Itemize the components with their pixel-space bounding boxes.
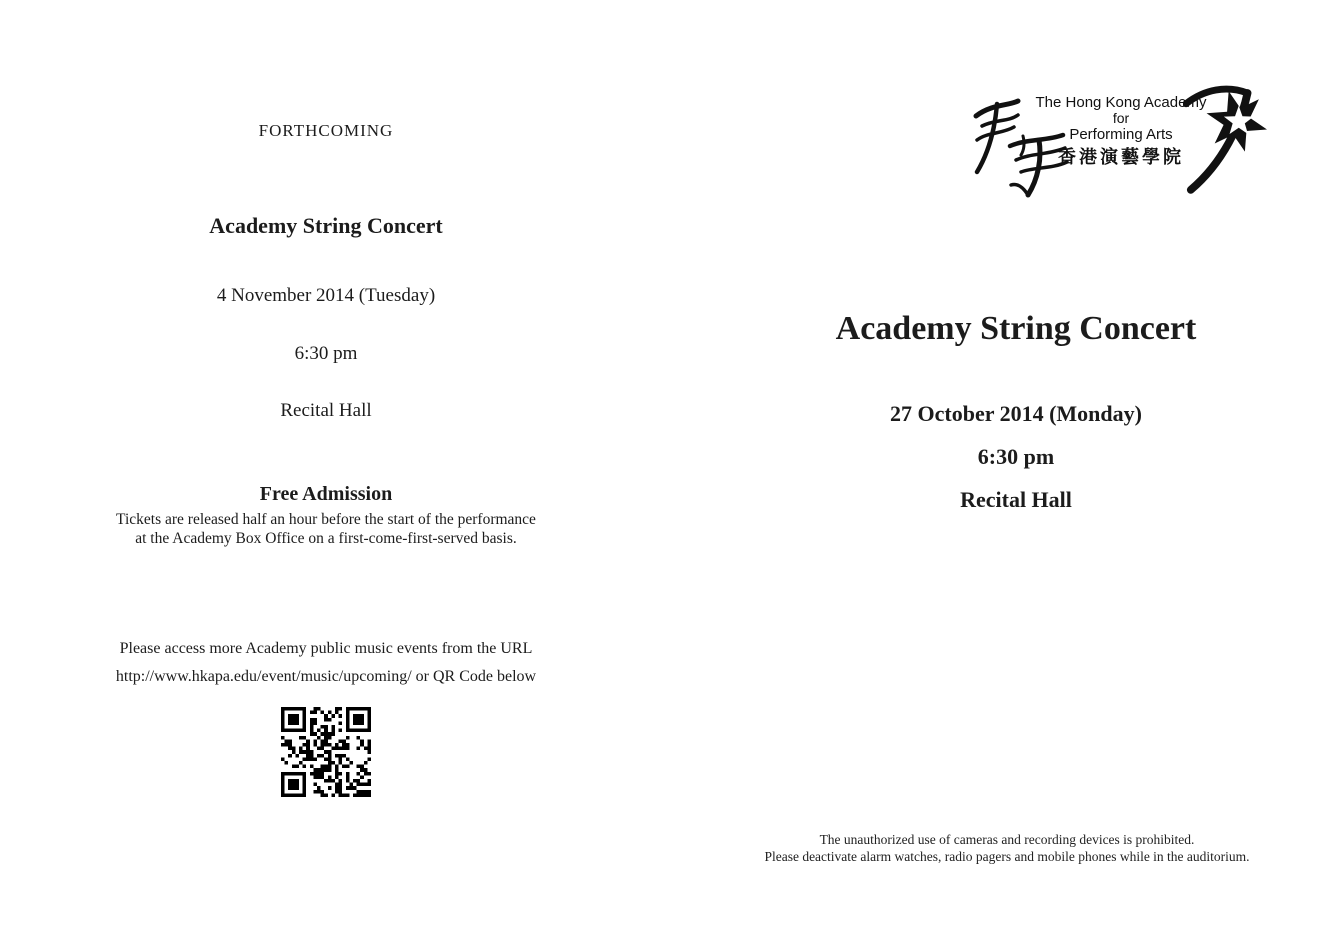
event-date-left: 4 November 2014 (Tuesday) [216,285,436,306]
academy-logo [965,78,1277,200]
events-url-info: Please access more Academy public music events from the URL [119,640,533,657]
free-admission-heading: Free Admission [259,483,393,505]
qr-code [281,706,371,798]
admission-note-line1: Tickets are released half an hour before the start of the performance [116,511,536,528]
events-url-link[interactable]: http://www.hkapa.edu/event/music/upcoming/ or QR Code below [115,668,537,685]
notice-line2: Please deactivate alarm watches, radio pagers and mobile phones while in the auditorium. [764,848,1250,864]
page-left [26,0,626,950]
auditorium-notice [667,832,1343,865]
event-title-left: Academy String Concert [209,213,443,238]
star-icon [1183,78,1271,198]
forthcoming-heading: FORTHCOMING [258,121,394,140]
admission-note-line2: at the Academy Box Office on a first-come-first-served basis. [135,530,517,547]
event-venue-right: Recital Hall [960,487,1072,512]
admission-note [26,510,626,548]
event-time-left: 6:30 pm [294,343,358,364]
notice-line1: The unauthorized use of cameras and recording devices is prohibited. [819,832,1195,847]
event-time-right: 6:30 pm [977,444,1055,469]
event-date-right: 27 October 2014 (Monday) [890,401,1142,426]
event-title-right: Academy String Concert [835,310,1197,347]
event-venue-left: Recital Hall [280,400,372,421]
academy-name-line1: The Hong Kong Academy [1035,94,1207,111]
academy-name-line3: Performing Arts [1069,126,1173,143]
academy-name-line2: for [1112,110,1130,126]
academy-name-chinese: 香港演藝學院 [1058,147,1184,167]
